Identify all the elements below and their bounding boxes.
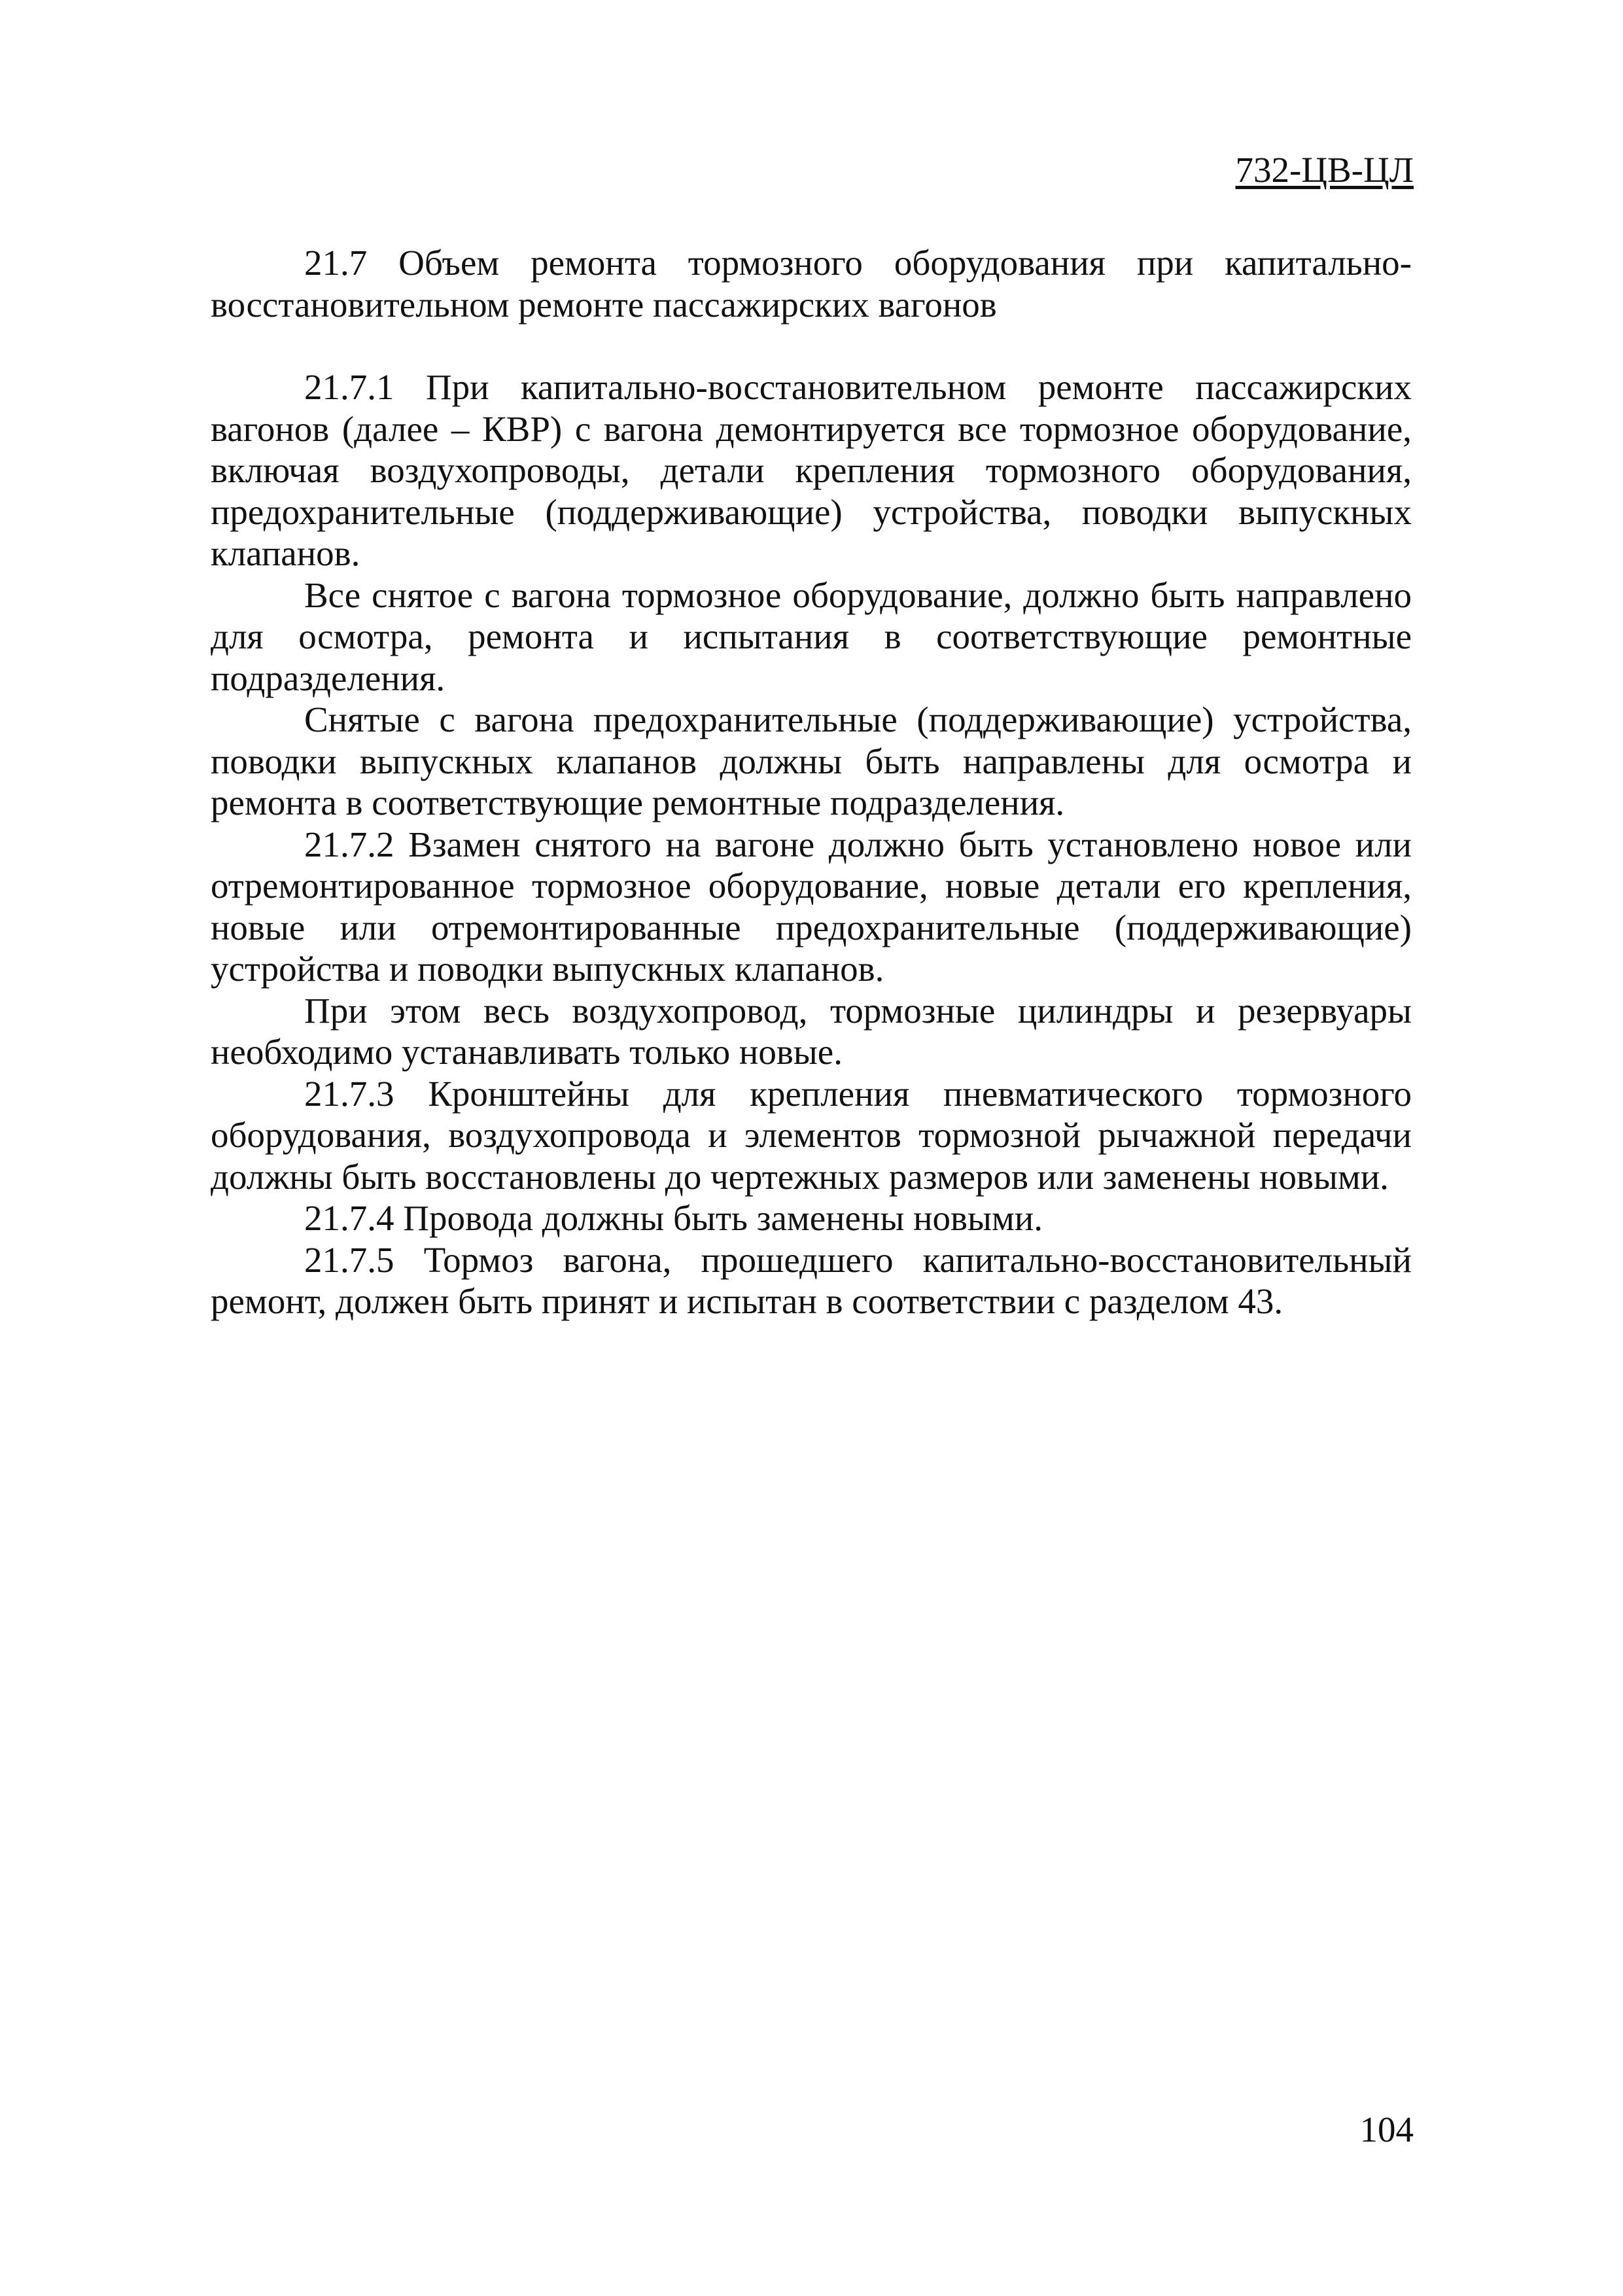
paragraph-21-7-5: 21.7.5 Тормоз вагона, прошедшего капитально-восстановительный ремонт, должен быть принят и испытан в соответствии с разделом 43. (211, 1239, 1412, 1321)
paragraph-removed-equipment: Все снятое с вагона тормозное оборудование, должно быть направлено для осмотра, ремонта и испытания в соответствующие ремонтные подразделения. (211, 574, 1412, 698)
document-code: 732-ЦВ-ЦЛ (1235, 150, 1414, 190)
paragraph-21-7-1: 21.7.1 При капитально-восстановительном ремонте пассажирских вагонов (далее – КВР) с вагона демонтируется все тормозное оборудование, включая воздухопроводы, детали крепления тормозного оборудования, предохранительные (поддерживающие) устройства, поводки выпускных клапанов. (211, 367, 1412, 573)
paragraph-21-7-4: 21.7.4 Провода должны быть заменены новыми. (304, 1198, 1043, 1238)
paragraph-safety-devices: Снятые с вагона предохранительные (поддерживающие) устройства, поводки выпускных клапанов должны быть направлены для осмотра и ремонта в соответствующие ремонтные подразделения. (211, 699, 1412, 822)
paragraph-new-air-lines: При этом весь воздухопровод, тормозные цилиндры и резервуары необходимо устанавливать только новые. (211, 990, 1412, 1072)
page-number: 104 (1359, 2110, 1414, 2149)
document-body (211, 242, 1412, 1322)
section-heading: 21.7 Объем ремонта тормозного оборудования при капитально-восстановительном ремонте пассажирских вагонов (211, 243, 1412, 325)
paragraph-21-7-2: 21.7.2 Взамен снятого на вагоне должно быть установлено новое или отремонтированное тормозное оборудование, новые детали его крепления, новые или отремонтированные предохранительные (поддерживающие) устройства и поводки выпускных клапанов. (211, 824, 1412, 989)
paragraph-21-7-3: 21.7.3 Кронштейны для крепления пневматического тормозного оборудования, воздухопровода и элементов тормозной рычажной передачи должны быть восстановлены до чертежных размеров или заменены новыми. (211, 1073, 1412, 1197)
